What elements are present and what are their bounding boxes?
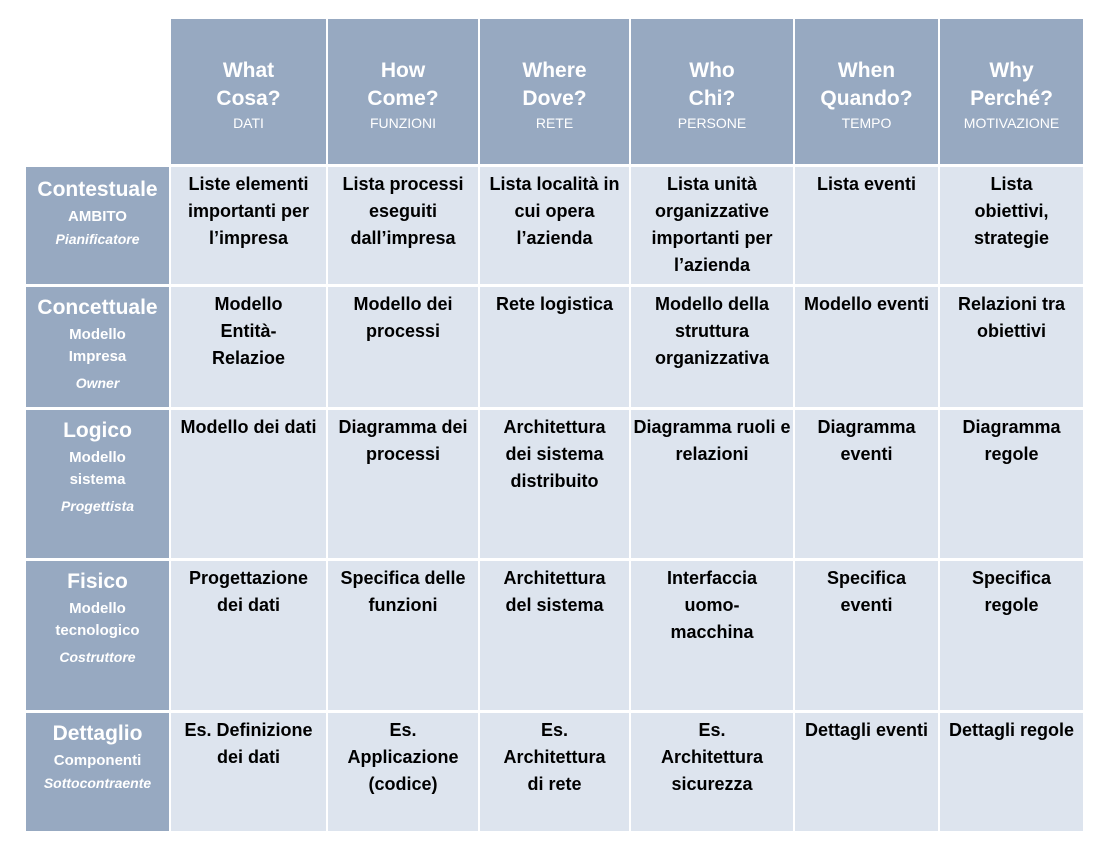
table-cell <box>171 713 326 831</box>
column-header-it: Come? <box>367 87 439 110</box>
row-header-title: Logico <box>63 419 132 442</box>
table-cell <box>940 410 1083 558</box>
column-header-sub: FUNZIONI <box>369 115 437 131</box>
column-header-why <box>940 19 1083 164</box>
table-cell <box>328 713 478 831</box>
row-header-logico <box>26 410 169 558</box>
row-header-concettuale <box>26 287 169 407</box>
table-cell <box>940 713 1083 831</box>
cell-text: Modello dei processi <box>353 294 453 341</box>
table-cell <box>480 410 629 558</box>
column-header-it: Chi? <box>688 87 736 110</box>
table-cell <box>940 167 1083 284</box>
row-header-title: Dettaglio <box>52 722 143 745</box>
row-header-subtitle: Componenti <box>53 752 142 769</box>
cell-text: Modello della struttura organizzativa <box>654 294 770 368</box>
column-header-it: Cosa? <box>216 87 281 110</box>
column-header-when <box>795 19 938 164</box>
cell-text: Diagramma ruoli e relazioni <box>633 417 791 464</box>
cell-text: Diagramma dei processi <box>338 417 468 464</box>
column-header-where <box>480 19 629 164</box>
cell-text: Lista unità organizzative importanti per l’azienda <box>651 174 773 275</box>
table-cell <box>328 561 478 710</box>
row-header-title: Contestuale <box>37 178 158 201</box>
table-cell <box>328 167 478 284</box>
column-header-it: Perché? <box>970 87 1053 110</box>
table-cell <box>171 561 326 710</box>
cell-text: Lista eventi <box>816 174 917 194</box>
cell-text: Lista località in cui opera l’azienda <box>489 174 620 248</box>
table-cell <box>795 167 938 284</box>
cell-text: Diagramma regole <box>962 417 1061 464</box>
cell-text: Specifica delle funzioni <box>340 568 466 615</box>
table-cell <box>795 410 938 558</box>
row-header-role: Pianificatore <box>55 231 140 247</box>
column-header-en: Who <box>689 59 735 82</box>
table-cell <box>480 287 629 407</box>
row-header-subtitle: Modello Impresa <box>68 326 127 365</box>
cell-text: Dettagli eventi <box>804 720 929 740</box>
row-header-fisico <box>26 561 169 710</box>
row-header-dettaglio <box>26 713 169 831</box>
column-header-sub: PERSONE <box>677 115 747 131</box>
column-header-it: Dove? <box>522 87 587 110</box>
table-cell <box>631 287 793 407</box>
row-header-subtitle: AMBITO <box>68 208 127 225</box>
table-cell <box>795 561 938 710</box>
column-header-en: Where <box>522 59 587 82</box>
column-header-how <box>328 19 478 164</box>
column-header-who <box>631 19 793 164</box>
cell-text: Es. Architettura sicurezza <box>660 720 763 794</box>
column-header-sub: TEMPO <box>841 115 892 131</box>
row-header-role: Sottocontraente <box>43 775 152 791</box>
table-cell <box>480 713 629 831</box>
cell-text: Progettazione dei dati <box>188 568 308 615</box>
row-header-contestuale <box>26 167 169 284</box>
cell-text: Relazioni tra obiettivi <box>957 294 1066 341</box>
table-cell <box>480 561 629 710</box>
column-header-sub: RETE <box>535 115 574 131</box>
row-header-role: Owner <box>75 375 120 391</box>
column-header-sub: MOTIVAZIONE <box>963 115 1060 131</box>
table-cell <box>940 561 1083 710</box>
column-header-what <box>171 19 326 164</box>
table-cell <box>480 167 629 284</box>
table-cell <box>171 167 326 284</box>
cell-text: Es. Definizione dei dati <box>184 720 313 767</box>
row-header-subtitle: Modello sistema <box>69 449 126 488</box>
column-header-en: Why <box>989 59 1034 82</box>
cell-text: Diagramma eventi <box>817 417 916 464</box>
cell-text: Liste elementi importanti per l’impresa <box>187 174 309 248</box>
table-cell <box>631 713 793 831</box>
table-cell <box>795 713 938 831</box>
row-header-title: Concettuale <box>37 296 158 319</box>
column-header-sub: DATI <box>233 115 264 131</box>
table-cell <box>940 287 1083 407</box>
table-cell <box>171 410 326 558</box>
row-header-subtitle: Modello tecnologico <box>55 600 140 639</box>
table-cell <box>795 287 938 407</box>
column-header-en: When <box>837 59 896 82</box>
table-cell <box>171 287 326 407</box>
row-header-role: Costruttore <box>59 649 136 665</box>
row-header-title: Fisico <box>67 570 128 593</box>
cell-text: Specifica eventi <box>826 568 907 615</box>
cell-text: Modello dei dati <box>180 417 317 437</box>
cell-text: Dettagli regole <box>948 720 1075 740</box>
table-cell <box>631 561 793 710</box>
cell-text: Rete logistica <box>495 294 614 314</box>
cell-text: Es. Architettura di rete <box>503 720 606 794</box>
table-cell <box>328 410 478 558</box>
cell-text: Modello Entità-Relazioe <box>211 294 286 368</box>
cell-text: Modello eventi <box>803 294 929 314</box>
column-header-en: How <box>380 59 426 82</box>
cell-text: Architettura dei sistema distribuito <box>503 417 606 491</box>
cell-text: Lista obiettivi, strategie <box>973 174 1050 248</box>
cell-text: Es. Applicazione (codice) <box>347 720 459 794</box>
column-header-it: Quando? <box>820 87 913 110</box>
column-header-en: What <box>222 59 275 82</box>
table-cell <box>631 167 793 284</box>
cell-text: Lista processi eseguiti dall’impresa <box>342 174 464 248</box>
row-header-role: Progettista <box>60 498 135 514</box>
cell-text: Architettura del sistema <box>503 568 606 615</box>
table-cell <box>631 410 793 558</box>
cell-text: Specifica regole <box>971 568 1052 615</box>
cell-text: Interfaccia uomo-macchina <box>666 568 758 642</box>
table-cell <box>328 287 478 407</box>
